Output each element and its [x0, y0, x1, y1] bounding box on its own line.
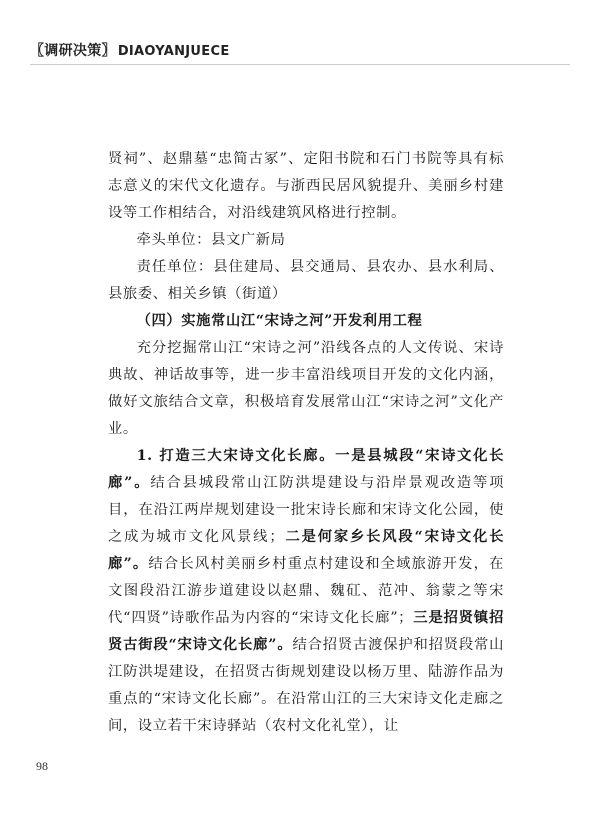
header-rule	[30, 64, 570, 65]
running-header	[30, 40, 230, 60]
paragraph-item-1	[108, 443, 504, 740]
header-section-cn: 〖调研决策〗	[30, 43, 116, 59]
body-text	[108, 146, 504, 740]
item-1-part-c-title: 三是招贤镇招贤古街段“宋诗文化长廊”。	[108, 610, 504, 653]
paragraph-intro: 充分挖掘常山江“宋诗之河”沿线各点的人文传说、宋诗典故、神话故事等，进一步丰富沿线项目开发的文化内涵，做好文旅结合文章，积极培育发展常山江“宋诗之河”文化产业。	[108, 340, 504, 437]
item-1-part-a-title: 一是县城段“宋诗文化长廊”。	[108, 448, 504, 491]
item-1-heading: 1. 打造三大宋诗文化长廊。	[136, 448, 336, 464]
item-1-part-b-text: 结合长风村美丽乡村重点村建设和全域旅游开发，在文图段沿江游步道建设以赵鼎、魏矼、范冲、翁蒙之等宋代“四贤”诗歌作品为内容的“宋诗文化长廊”；	[108, 556, 504, 626]
item-1-part-a-text: 结合县城段常山江防洪堤建设与沿岸景观改造等项目，在沿江两岸规划建设一批宋诗长廊和宋诗文化公园，使之成为城市文化风景线；	[108, 475, 504, 545]
item-1-part-b-title: 二是何家乡长风段“宋诗文化长廊”。	[108, 529, 504, 572]
item-1-part-c-text: 结合招贤古渡保护和招贤段常山江防洪堤建设，在招贤古街规划建设以杨万里、陆游作品为重点的“宋诗文化长廊”。在沿常山江的三大宋诗文化走廊之间，设立若干宋诗驿站（农村文化礼堂），让	[108, 637, 505, 734]
section-heading: （四）实施常山江“宋诗之河”开发利用工程	[136, 313, 423, 329]
page-number: 98	[36, 759, 48, 773]
lead-unit-line: 牵头单位：县文广新局	[136, 232, 286, 248]
paragraph-continued: 贤祠”、赵鼎墓“忠简古冢”、定阳书院和石门书院等具有标志意义的宋代文化遗存。与浙西民居风貌提升、美丽乡村建设等工作相结合，对沿线建筑风格进行控制。	[108, 151, 504, 221]
header-section-en: DIAOYANJUECE	[117, 44, 230, 59]
responsible-unit-line: 责任单位：县住建局、县交通局、县农办、县水利局、县旅委、相关乡镇（街道）	[108, 259, 504, 302]
